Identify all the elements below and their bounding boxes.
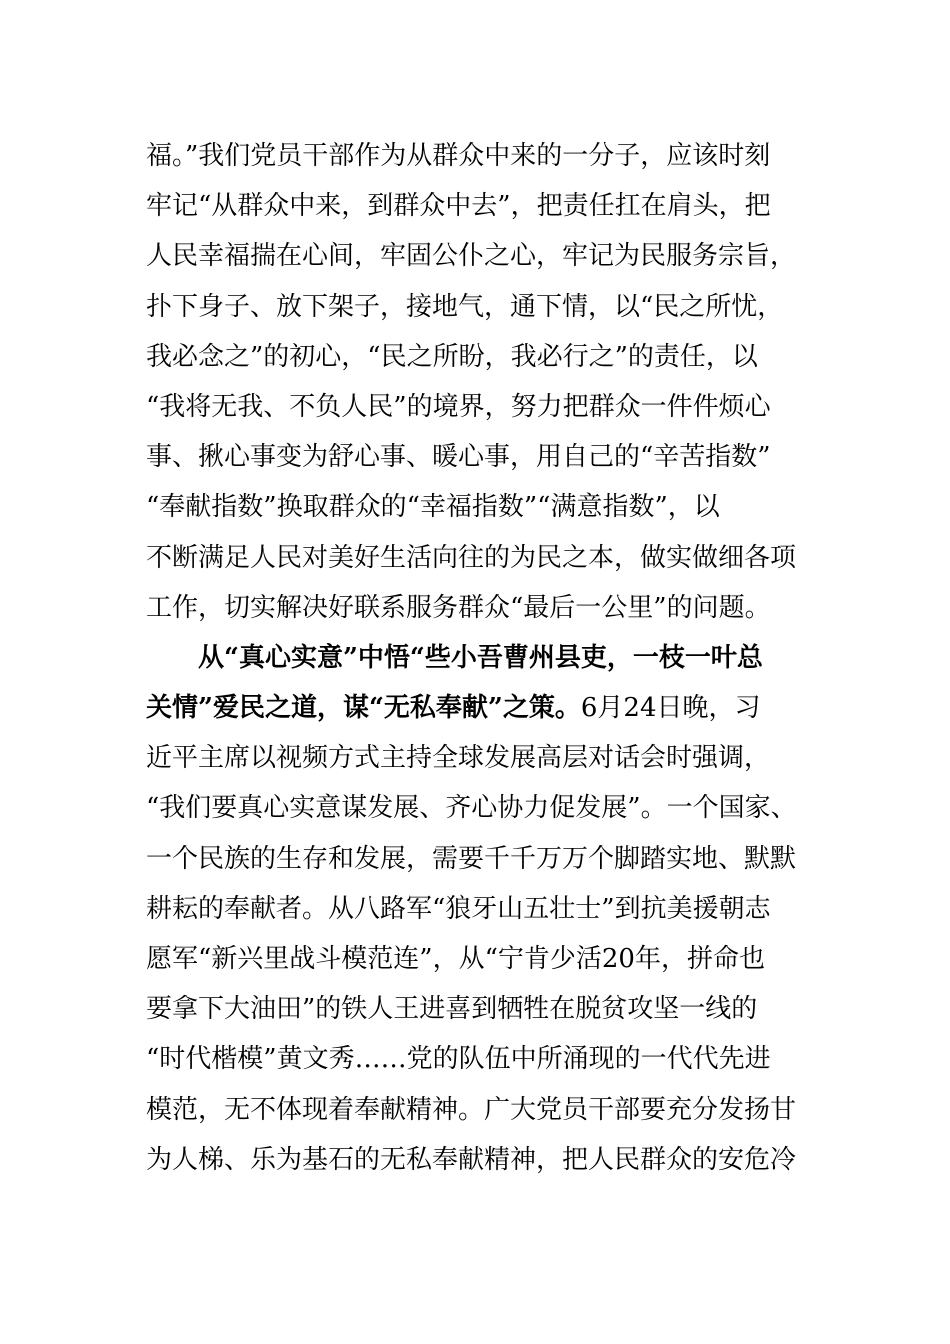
text-line: 要拿下大油田”的铁人王进喜到牺牲在脱贫攻坚一线的 <box>146 994 758 1025</box>
text-line: 近平主席以视频方式主持全球发展高层对话会时强调， <box>146 743 771 774</box>
text-line: 事、揪心事变为舒心事、暖心事，用自己的“辛苦指数” <box>146 442 771 473</box>
section-heading-continued <box>146 683 806 733</box>
text-line: 我必念之”的初心，“民之所盼，我必行之”的责任，以 <box>146 341 758 372</box>
text-line: 为人梯、乐为基石的无私奉献精神，把人民群众的安危冷 <box>146 1144 797 1175</box>
text-line: 工作，切实解决好联系服务群众“最后一公里”的问题。 <box>146 592 771 623</box>
text-line: 福。”我们党员干部作为从群众中来的一分子，应该时刻 <box>146 141 771 171</box>
text-line: “奉献指数”换取群众的“幸福指数”“满意指数”，以 <box>146 492 720 523</box>
text-line: 扑下身子、放下架子，接地气，通下情，以“民之所忧， <box>146 291 784 322</box>
text-line: 模范，无不体现着奉献精神。广大党员干部要充分发扬甘 <box>146 1094 797 1125</box>
body-text <box>146 131 806 1185</box>
text-line: 一个民族的生存和发展，需要千千万万个脚踏实地、默默 <box>146 843 797 874</box>
text-line: 耕耘的奉献者。从八路军“狼牙山五壮士”到抗美援朝志 <box>146 893 771 924</box>
section-heading-bold-part: 关情”爱民之道，谋“无私奉献”之策。 <box>146 693 581 724</box>
section-heading: 从“真心实意”中悟“些小吾曹州县吏，一枝一叶总 <box>198 642 763 673</box>
text-line: 牢记“从群众中来，到群众中去”，把责任扛在肩头，把 <box>146 191 771 222</box>
text-line-start: 6月24日晚，习 <box>580 693 761 724</box>
text-line: 人民幸福揣在心间，牢固公仆之心，牢记为民服务宗旨， <box>146 241 797 272</box>
text-line: 不断满足人民对美好生活向往的为民之本，做实做细各项 <box>146 542 797 573</box>
text-line: 愿军“新兴里战斗模范连”，从“宁肯少活20年，拼命也 <box>146 944 765 974</box>
text-line: “我们要真心实意谋发展、齐心协力促发展”。一个国家、 <box>146 793 797 824</box>
text-line: “时代楷模”黄文秀……党的队伍中所涌现的一代代先进 <box>146 1044 771 1075</box>
text-line: “我将无我、不负人民”的境界，努力把群众一件件烦心 <box>146 391 771 422</box>
